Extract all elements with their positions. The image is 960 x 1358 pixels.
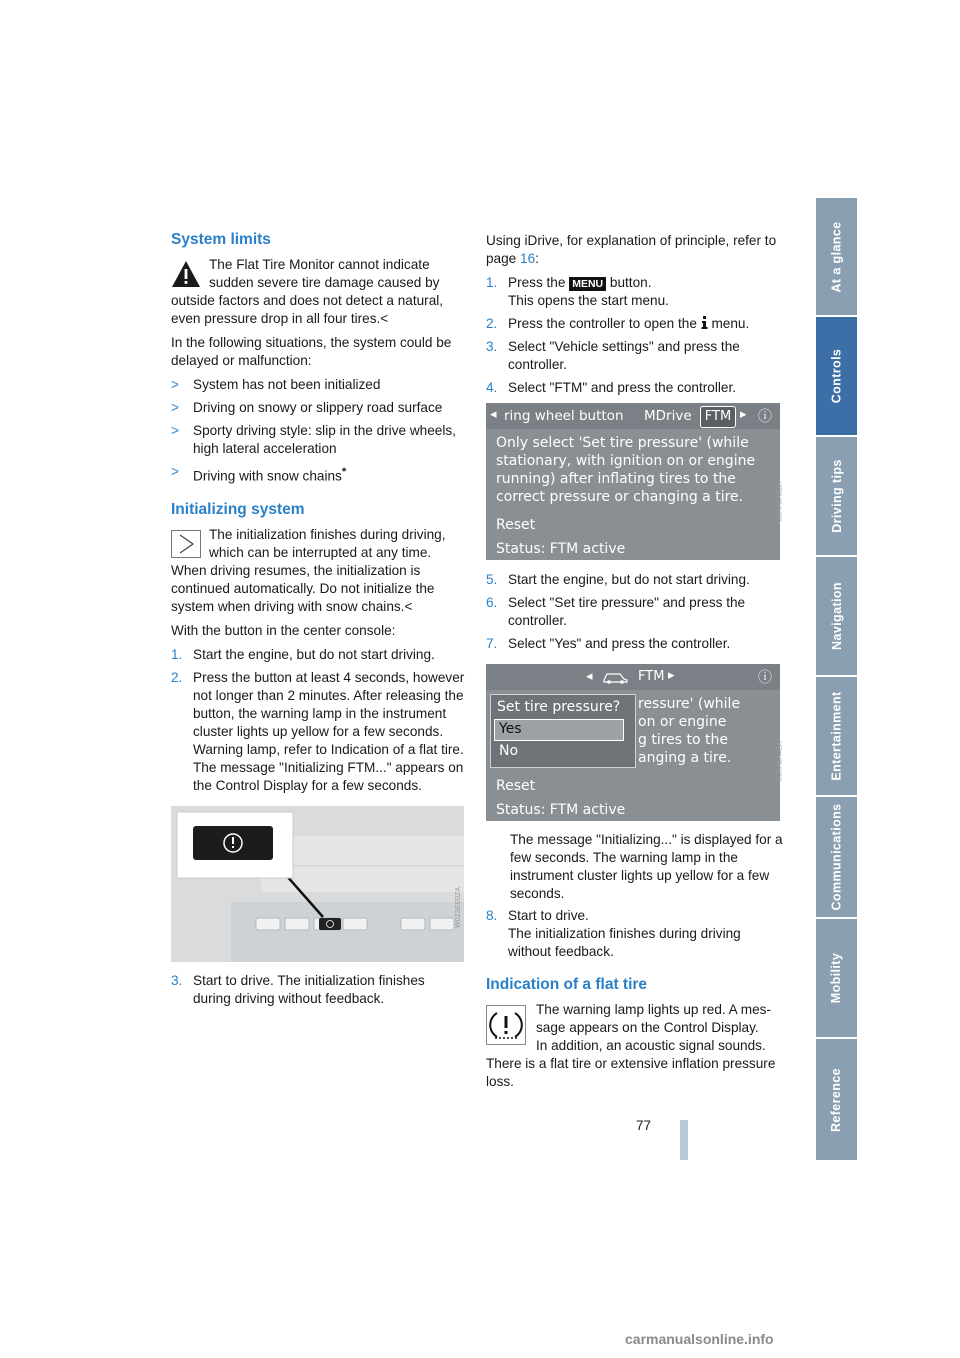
left-column xyxy=(171,230,466,800)
control-display-set-pressure xyxy=(486,664,780,821)
step-text: Select "Yes" and press the controller. xyxy=(508,636,731,651)
display-line: ressure' (while xyxy=(638,696,741,712)
bullet-mark: > xyxy=(171,377,179,392)
bullet-text: Sporty driving style: slip in the drive wheels, high lateral acceleration xyxy=(193,423,456,456)
menu-key-icon: MENU xyxy=(569,277,606,291)
heading-system-limits: System limits xyxy=(171,231,271,248)
step-number: 8. xyxy=(486,908,498,923)
flat-tire-text: There is a flat tire or extensive inflation pressure loss. xyxy=(486,1056,776,1089)
step-text: Start the engine, but do not start driving. xyxy=(193,646,435,662)
step-item: 1. Press the MENU button. This opens the start menu. xyxy=(486,275,669,308)
bullet-mark: > xyxy=(171,464,179,479)
step-item xyxy=(486,338,786,374)
bullet-item xyxy=(171,463,466,486)
display-reset: Reset xyxy=(496,517,536,533)
right-column xyxy=(486,232,786,402)
bullet-text: Driving with snow chains xyxy=(193,468,342,484)
step-number: 6. xyxy=(486,595,498,610)
display-line: stationary, with ignition on or engine xyxy=(496,453,756,469)
bullet-text: System has not been initialized xyxy=(193,377,381,392)
right-column-mid xyxy=(486,571,786,658)
step-text: Select "Set tire pressure" and press the controller. xyxy=(508,595,746,628)
step-item xyxy=(486,635,786,653)
step-number: 3. xyxy=(171,973,183,988)
bullet-mark: > xyxy=(171,400,179,415)
tab-driving-tips[interactable]: Driving tips xyxy=(829,459,844,533)
tab-mobility[interactable]: Mobility xyxy=(829,952,844,1004)
situations-intro: In the following situations, the system could be delayed or malfunction: xyxy=(171,335,452,368)
step-number: 7. xyxy=(486,636,498,651)
center-console-image xyxy=(171,806,464,962)
display-tab-ftm: FTM xyxy=(700,406,736,428)
display-tab-steering: ring wheel button xyxy=(504,408,624,424)
step-number: 5. xyxy=(486,572,498,587)
confirm-popup xyxy=(490,694,636,768)
option-yes[interactable]: Yes xyxy=(499,721,522,737)
info-note-line1: The initialization finishes during driving, xyxy=(209,526,446,542)
tab-reference[interactable]: Reference xyxy=(829,1067,844,1132)
step-number: 2. xyxy=(171,669,183,685)
step-text: Start the engine, but do not start driving. xyxy=(508,572,750,587)
nav-left-icon: ◂ xyxy=(490,407,497,422)
heading-initializing: Initializing system xyxy=(171,500,305,518)
nav-right-icon: ▸ xyxy=(740,407,747,422)
flat-tire-note: The warning lamp lights up red. A mes- sage appears on the Control Display. In addition, an acoustic signal sounds. There is a flat tire or extensive inflation pressure loss. xyxy=(486,1001,786,1091)
info-note xyxy=(171,526,466,616)
play-note-icon xyxy=(171,530,201,558)
warning-note-text: outside factors and does not detect a natural, even pressure drop in all four tires. xyxy=(171,293,444,326)
footer-watermark: carmanualsonline.info xyxy=(625,1331,774,1347)
step-text: Select "FTM" and press the controller. xyxy=(508,380,737,395)
end-mark: < xyxy=(380,311,389,326)
step-text: Select "Vehicle settings" and press the controller. xyxy=(508,339,740,372)
page-number: 77 xyxy=(636,1118,652,1133)
step-text: Press the button at least 4 seconds, however not longer than 2 minutes. After releasing the button, the warning lamp in the instrument cluster lights up yellow for a few seconds. Warning lamp, refer to Indication of a flat tire. The message "Initializing FTM..." appears on the Control Display for a few seconds. xyxy=(193,669,465,793)
image-code: S0RA5A4EA xyxy=(776,741,784,782)
step-number: 1. xyxy=(486,275,498,290)
step-text: Start to drive. The initialization finishes during driving without feedback. xyxy=(193,973,425,1006)
warning-triangle-icon xyxy=(171,260,201,288)
tab-communications[interactable]: Communications xyxy=(829,803,844,911)
car-settings-icon xyxy=(602,671,628,684)
option-no[interactable]: No xyxy=(499,743,519,759)
warning-note-line1: The Flat Tire Monitor cannot indicate xyxy=(209,257,430,272)
info-i-icon xyxy=(701,316,708,329)
step-item xyxy=(486,594,786,630)
tab-entertainment[interactable]: Entertainment xyxy=(829,691,844,781)
bullet-item xyxy=(171,376,466,394)
display-status: Status: FTM active xyxy=(496,541,626,557)
flat-tire-warning-icon xyxy=(486,1005,526,1045)
bullet-item xyxy=(171,399,466,417)
step-item: 2. Press the controller to open the menu. xyxy=(486,316,750,331)
step-number: 1. xyxy=(171,646,183,662)
warning-note xyxy=(171,256,466,328)
step-item xyxy=(171,646,466,664)
step-item xyxy=(486,571,786,589)
step-number: 3. xyxy=(486,339,498,354)
display-header xyxy=(486,664,780,690)
step-item xyxy=(171,669,466,795)
info-note-text: When driving resumes, the initialization is continued automatically. Do not initialize the system when driving with snow chains. xyxy=(171,562,435,614)
idrive-intro: Using iDrive, for explanation of principle, refer to page 16: xyxy=(486,233,777,266)
optional-equipment-mark: * xyxy=(341,466,347,478)
page-reference-link[interactable]: 16 xyxy=(520,251,536,266)
warning-note-line2: sudden severe tire damage caused by xyxy=(209,275,440,290)
step-number: 2. xyxy=(486,316,498,331)
tab-controls[interactable]: Controls xyxy=(816,317,857,435)
display-line: correct pressure or changing a tire. xyxy=(496,489,744,505)
step-number: 4. xyxy=(486,380,498,395)
bullet-mark: > xyxy=(171,423,179,438)
nav-right-icon: ▸ xyxy=(668,668,675,683)
display-line: g tires to the xyxy=(638,732,729,748)
page-marker xyxy=(680,1120,688,1160)
heading-flat-tire: Indication of a flat tire xyxy=(486,976,648,993)
step-item xyxy=(171,972,466,1008)
display-line: running) after inflating tires to the xyxy=(496,471,736,487)
init-message-text: The message "Initializing..." is displayed for a few seconds. The warning lamp in the instrument cluster lights up yellow for a few seconds. xyxy=(510,832,783,901)
console-intro: With the button in the center console: xyxy=(171,622,396,638)
control-display-ftm xyxy=(486,403,780,560)
display-line: on or engine xyxy=(638,714,727,730)
left-column-end xyxy=(171,972,466,1013)
image-code: S0RA3A8EA xyxy=(776,481,784,522)
display-status: Status: FTM active xyxy=(496,802,626,818)
info-note-line2: which can be interrupted at any time. xyxy=(209,544,432,560)
info-icon: ⓘ xyxy=(758,409,772,425)
display-reset: Reset xyxy=(496,778,536,794)
tab-at-a-glance[interactable]: At a glance xyxy=(829,220,844,293)
step-item xyxy=(486,379,786,397)
display-tab-ftm: FTM xyxy=(638,669,665,684)
bullet-text: Driving on snowy or slippery road surface xyxy=(193,400,443,415)
display-tab-mdrive: MDrive xyxy=(644,408,692,424)
right-column-lower xyxy=(486,831,786,1091)
bullet-item xyxy=(171,422,466,458)
display-line: anging a tire. xyxy=(638,750,732,766)
nav-left-icon: ◂ xyxy=(586,669,593,684)
info-icon: ⓘ xyxy=(758,670,772,686)
tab-navigation[interactable]: Navigation xyxy=(829,582,844,650)
image-code: W0Z3EE0ZA xyxy=(454,887,462,928)
display-line: Only select 'Set tire pressure' (while xyxy=(496,435,749,451)
popup-title: Set tire pressure? xyxy=(497,699,621,715)
end-mark: < xyxy=(404,598,413,614)
step-item: 8. Start to drive. The initialization finishes during driving without feedback. xyxy=(486,908,741,959)
